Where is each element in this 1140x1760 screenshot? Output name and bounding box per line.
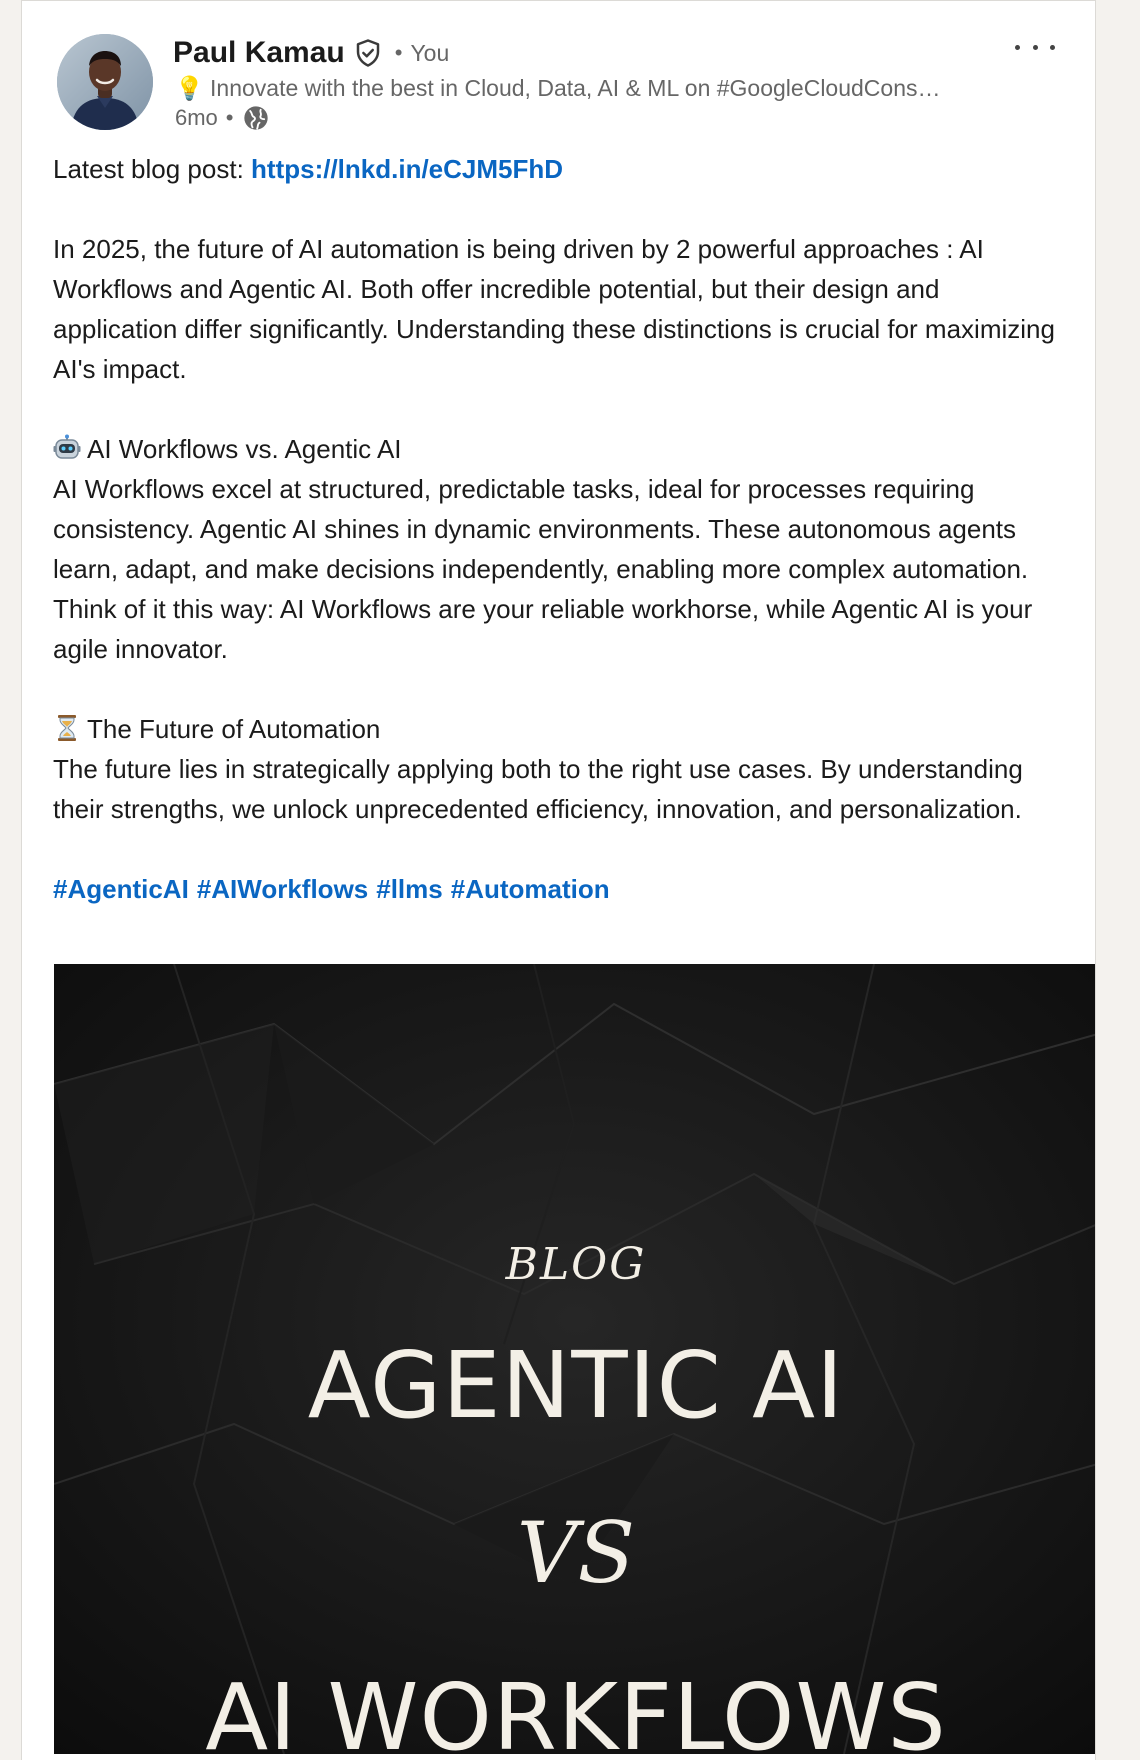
hourglass-icon xyxy=(53,714,81,742)
hashtags-line xyxy=(53,869,1063,909)
hashtag-link[interactable]: #AIWorkflows xyxy=(196,874,369,904)
hashtag-link[interactable]: #llms xyxy=(376,874,443,904)
section2-heading-line xyxy=(53,709,1063,749)
blog-link-prefix: Latest blog post: xyxy=(53,154,252,184)
globe-icon xyxy=(242,104,270,132)
blog-link[interactable]: https://lnkd.in/eCJM5FhD xyxy=(251,154,564,184)
author-avatar[interactable] xyxy=(57,34,153,130)
section1-heading-line xyxy=(53,429,1063,469)
section1-heading: AI Workflows vs. Agentic AI xyxy=(87,434,402,464)
separator-dot: • xyxy=(225,105,234,130)
image-title-line1: AGENTIC AI xyxy=(307,1332,845,1439)
author-name-row xyxy=(173,33,449,73)
post-meta xyxy=(175,103,270,133)
hashtag-link[interactable]: #Automation xyxy=(450,874,610,904)
author-name[interactable]: Paul Kamau xyxy=(173,36,345,69)
image-vs: VS xyxy=(516,1504,636,1602)
section2-text: The future lies in strategically applying both to the right use cases. By understanding their strengths, we unlock unprecedented efficiency, innovation, and personalization. xyxy=(53,754,1023,824)
post-card xyxy=(21,0,1096,1760)
separator-dot: • xyxy=(394,40,403,65)
image-kicker: BLOG xyxy=(505,1239,647,1290)
post-image[interactable] xyxy=(54,964,1096,1754)
avatar-photo xyxy=(57,34,153,130)
section2-heading: The Future of Automation xyxy=(87,714,381,744)
post-age: 6mo xyxy=(175,105,218,130)
author-relation: You xyxy=(410,39,450,66)
post-body xyxy=(53,149,1063,909)
author-headline: 💡 Innovate with the best in Cloud, Data, AI & ML on #GoogleCloudCons… xyxy=(175,75,941,101)
section1-text: AI Workflows excel at structured, predictable tasks, ideal for processes requiring consistency. Agentic AI shines in dynamic environments. These autonomous agents learn, adapt, and make decisions independently, enabling more complex automation. Think of it this way: AI Workflows are your reliable workhorse, while Agentic AI is your agile innovator. xyxy=(53,474,1033,664)
intro-paragraph: In 2025, the future of AI automation is being driven by 2 powerful approaches : AI Workflows and Agentic AI. Both offer incredible potential, but their design and application differ significantly. Understanding these distinctions is crucial for maximizing AI's impact. xyxy=(53,234,1055,384)
blog-link-line xyxy=(53,149,1063,189)
image-title-line2: AI WORKFLOWS xyxy=(205,1664,947,1754)
more-options-icon[interactable] xyxy=(1015,37,1055,57)
verified-shield-icon xyxy=(353,38,383,68)
hashtag-link[interactable]: #AgenticAI xyxy=(53,874,189,904)
robot-icon xyxy=(53,434,81,462)
